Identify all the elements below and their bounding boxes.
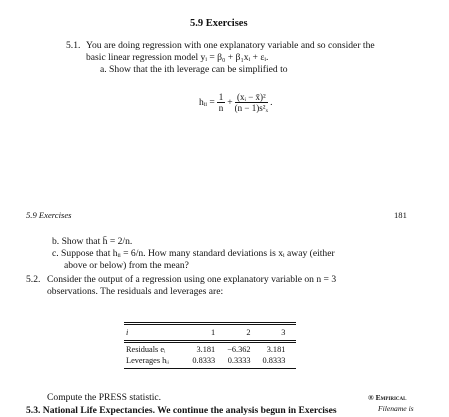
formula-fraction-2-num: (xᵢ − x̄)² [235,92,268,103]
exercise-5-2-line2: observations. The residuals and leverages are: [47,286,224,297]
formula-fraction-1-den: n [218,103,224,113]
table-cell: 0.8333 [192,356,216,365]
exercise-5-1-part-c-line2: above or below) from the mean? [64,260,189,271]
table-bottom-rule [124,368,296,369]
exercise-5-1-number: 5.1. [66,40,81,51]
exercise-5-3-partial: 5.3. National Life Expectancies. We continue the analysis begun in Exercises [26,405,337,416]
formula-fraction-1-num: 1 [218,92,224,102]
table-row-label: Leverages hᵢᵢ [126,356,170,365]
table-cell: −6.362 [227,345,251,354]
formula-plus: + [227,96,233,108]
press-statistic-line: Compute the PRESS statistic. [47,392,162,403]
table-row-label: Residuals eᵢ [126,345,166,354]
empirical-label: ® Empirical [368,393,407,402]
leverage-formula [199,92,272,113]
page-number: 181 [394,210,407,220]
exercise-5-2-number: 5.2. [26,274,41,285]
running-head: 5.9 Exercises [26,210,72,220]
page-gap [0,181,449,196]
table-header-row [125,327,291,338]
formula-fraction-1 [217,92,226,113]
table-cell: 0.3333 [227,356,251,365]
formula-lhs: hᵢᵢ = [199,96,215,108]
table-header-cell: 1 [211,328,216,337]
table-cell: 3.181 [266,345,286,354]
page-top [0,0,449,181]
table-header-cell: i [126,328,129,337]
formula-fraction-2 [235,92,268,113]
table-row [125,344,291,355]
table-top-rule [124,322,296,323]
exercise-5-1-part-b: b. Show that h̄ = 2/n. [52,236,133,247]
exercise-5-1-part-c-line1: c. Suppose that hᵢᵢ = 6/n. How many standard deviations is xᵢ away (either [52,248,335,259]
page-bottom [0,196,449,413]
table-cell: 0.8333 [262,356,286,365]
filename-label: Filename is [378,404,414,413]
formula-fraction-2-den: (n − 1)s²ₓ [234,103,269,113]
table-row [125,355,291,366]
table-header-cell: 2 [246,328,251,337]
table-header-cell: 3 [281,328,286,337]
formula-end: . [270,96,273,108]
residuals-leverages-table [125,327,291,366]
exercise-5-1-line2: basic linear regression model yᵢ = β₀ + β₁xᵢ + εᵢ. [86,52,269,63]
table-top-rule-2 [124,324,296,325]
exercise-5-2-line1: Consider the output of a regression using one explanatory variable on n = 3 [47,274,337,285]
exercise-5-1-part-a: a. Show that the ith leverage can be simplified to [100,64,288,75]
exercise-5-1-line1: You are doing regression with one explanatory variable and so consider the [86,40,375,51]
table-cell: 3.181 [196,345,216,354]
section-title: 5.9 Exercises [190,18,248,29]
